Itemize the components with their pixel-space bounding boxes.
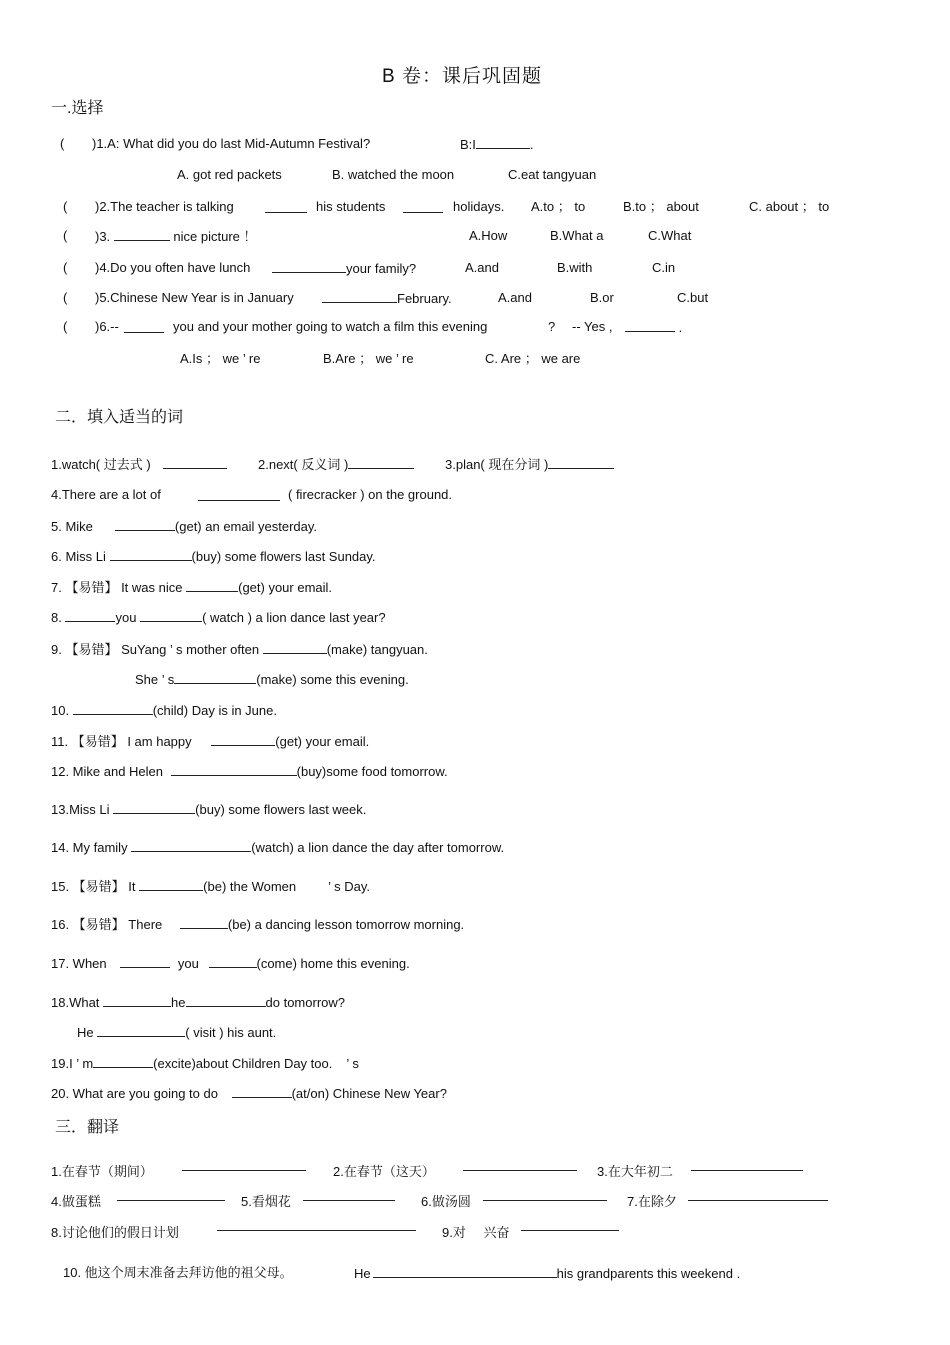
translate-item: 2.在春节（这天） (333, 1164, 435, 1179)
translate-item: 5.看烟花 (241, 1194, 291, 1209)
blank[interactable] (140, 609, 202, 622)
fill-item: 9. 【易错】 SuYang ’ s mother often (make) tangyuan. (51, 642, 428, 657)
blank[interactable] (186, 994, 266, 1007)
fill-item: 8. you ( watch ) a lion dance last year? (51, 610, 386, 625)
blank[interactable] (348, 456, 414, 469)
question-3-option-b: B.What a (550, 228, 604, 243)
blank[interactable] (97, 1024, 185, 1037)
question-5-stem: )5.Chinese New Year is in January (95, 290, 294, 305)
page-title: B 卷：课后巩固题 (382, 66, 542, 87)
fill-item: 20. What are you going to do (at/on) Chinese New Year? (51, 1086, 447, 1101)
fill-item: 10. (child) Day is in June. (51, 703, 277, 718)
blank[interactable] (114, 228, 170, 241)
answer-line[interactable] (182, 1170, 306, 1171)
answer-paren: ( (63, 260, 68, 275)
translate-item: 4.做蛋糕 (51, 1194, 101, 1209)
fill-item: She ’ s (make) some this evening. (135, 672, 409, 687)
question-4-option-b: B.with (557, 260, 593, 275)
question-2-option-a: A.to ； to (531, 199, 586, 214)
fill-item: 7. 【易错】 It was nice (get) your email. (51, 580, 333, 595)
question-4-end: your family? (272, 260, 416, 277)
blank[interactable] (322, 290, 397, 303)
answer-paren: ( (60, 136, 65, 151)
question-4-option-a: A.and (465, 260, 499, 275)
blank[interactable] (180, 916, 228, 929)
question-2-end: holidays. (453, 199, 505, 214)
translate-item: 6.做汤圆 (421, 1194, 471, 1209)
blank[interactable] (163, 456, 227, 469)
answer-line[interactable] (691, 1170, 803, 1171)
fill-item: 1.watch( 过去式 ) (51, 456, 227, 473)
answer-line[interactable] (688, 1200, 828, 1201)
blank[interactable] (548, 456, 614, 469)
fill-item: 5. Mike (get) an email yesterday. (51, 519, 318, 534)
blank[interactable] (625, 319, 675, 332)
blank[interactable] (174, 671, 256, 684)
section-heading-fill: 二．填入适当的词 (55, 409, 184, 426)
answer-line[interactable] (117, 1200, 225, 1201)
translate-item: 3.在大年初二 (597, 1164, 673, 1179)
question-4-stem: )4.Do you often have lunch (95, 260, 251, 275)
fill-item: 18.What he do tomorrow? (51, 995, 345, 1010)
blank[interactable] (115, 518, 175, 531)
blank[interactable] (131, 839, 251, 852)
question-3-stem: )3. nice picture ！ (95, 229, 257, 244)
blank[interactable] (403, 200, 443, 213)
blank[interactable] (124, 320, 164, 333)
fill-item: 12. Mike and Helen (buy)some food tomorrow. (51, 764, 448, 779)
blank[interactable] (186, 579, 238, 592)
question-6-option-c: C. Are ； we are (485, 351, 581, 366)
answer-line[interactable] (521, 1230, 619, 1231)
blank[interactable] (211, 733, 275, 746)
question-5-option-b: B.or (590, 290, 614, 305)
translate-item: 1.在春节（期间） (51, 1164, 153, 1179)
question-2-stem: )2.The teacher is talking (95, 199, 234, 214)
fill-item: 3.plan( 现在分词 ) (445, 456, 614, 473)
question-1-response: B:I . (460, 137, 534, 152)
question-6-option-a: A.Is ； we ’ re (180, 351, 261, 366)
fill-item: He ( visit ) his aunt. (77, 1025, 277, 1040)
section-heading-choice: 一.选择 (51, 100, 104, 117)
fill-item: 2.next( 反义词 ) (258, 456, 414, 473)
question-5-end: February. (322, 290, 452, 307)
translate-item: 9.对 兴奋 (442, 1225, 510, 1240)
blank[interactable] (103, 994, 171, 1007)
translate-item: 10. 他这个周末准备去拜访他的祖父母。 (63, 1265, 293, 1280)
blank[interactable] (265, 200, 307, 213)
translate-item: 7.在除夕 (627, 1194, 677, 1209)
answer-paren: ( (63, 228, 68, 243)
question-4-option-c: C.in (652, 260, 676, 275)
fill-item: 15. 【易错】 It (be) the Women ’ s Day. (51, 879, 371, 894)
answer-line[interactable] (217, 1230, 416, 1231)
question-1-option-b: B. watched the moon (332, 167, 455, 182)
question-1-option-c: C.eat tangyuan (508, 167, 597, 182)
fill-item: 16. 【易错】 There (be) a dancing lesson tomorrow morning. (51, 917, 465, 932)
question-6-stem: )6.-- (95, 319, 119, 334)
fill-item: 14. My family (watch) a lion dance the day after tomorrow. (51, 840, 505, 855)
question-2-option-b: B.to ； about (623, 199, 699, 214)
blank[interactable] (198, 488, 280, 501)
question-5-option-a: A.and (498, 290, 532, 305)
blank[interactable] (263, 641, 327, 654)
fill-item: 17. When you (come) home this evening. (51, 956, 410, 971)
question-6-yes: -- Yes , (572, 319, 613, 334)
answer-paren: ( (63, 199, 68, 214)
answer-paren: ( (63, 319, 68, 334)
answer-line[interactable] (463, 1170, 577, 1171)
answer-line[interactable] (303, 1200, 395, 1201)
blank[interactable] (120, 955, 170, 968)
question-2-mid: his students (316, 199, 386, 214)
question-3-option-c: C.What (648, 228, 692, 243)
blank[interactable] (73, 702, 153, 715)
section-heading-translate: 三．翻译 (55, 1119, 120, 1136)
question-1-option-a: A. got red packets (177, 167, 282, 182)
question-6-end: . (625, 319, 682, 336)
blank[interactable] (113, 801, 195, 814)
question-6-qmark: ? (548, 319, 556, 334)
fill-item: 19.I ’ m (excite)about Children Day too. ’ s (51, 1056, 359, 1071)
question-6-option-b: B.Are ； we ’ re (323, 351, 414, 366)
question-5-option-c: C.but (677, 290, 709, 305)
fill-item: 4.There are a lot of (51, 487, 161, 502)
fill-item: 11. 【易错】 I am happy (get) your email. (51, 734, 370, 749)
blank[interactable] (110, 548, 192, 561)
blank[interactable] (65, 609, 115, 622)
blank[interactable] (272, 260, 346, 273)
fill-item-end: ( firecracker ) on the ground. (288, 487, 453, 502)
fill-item: 13.Miss Li (buy) some flowers last week. (51, 802, 367, 817)
blank[interactable] (209, 955, 257, 968)
translate-item: 8.讨论他们的假日计划 (51, 1225, 179, 1240)
answer-paren: ( (63, 290, 68, 305)
blank[interactable] (373, 1265, 557, 1278)
question-3-option-a: A.How (469, 228, 508, 243)
blank[interactable] (139, 878, 203, 891)
answer-line[interactable] (483, 1200, 607, 1201)
blank[interactable] (476, 136, 530, 149)
translate-item-sentence: He his grandparents this weekend . (354, 1266, 741, 1281)
question-1-stem: )1.A: What did you do last Mid-Autumn Festival? (92, 136, 371, 151)
question-6-mid: you and your mother going to watch a film this evening (173, 319, 488, 334)
blank[interactable] (232, 1085, 292, 1098)
blank[interactable] (93, 1055, 153, 1068)
question-2-option-c: C. about ； to (749, 199, 830, 214)
fill-item: 6. Miss Li (buy) some flowers last Sunday. (51, 549, 376, 564)
blank[interactable] (171, 763, 297, 776)
